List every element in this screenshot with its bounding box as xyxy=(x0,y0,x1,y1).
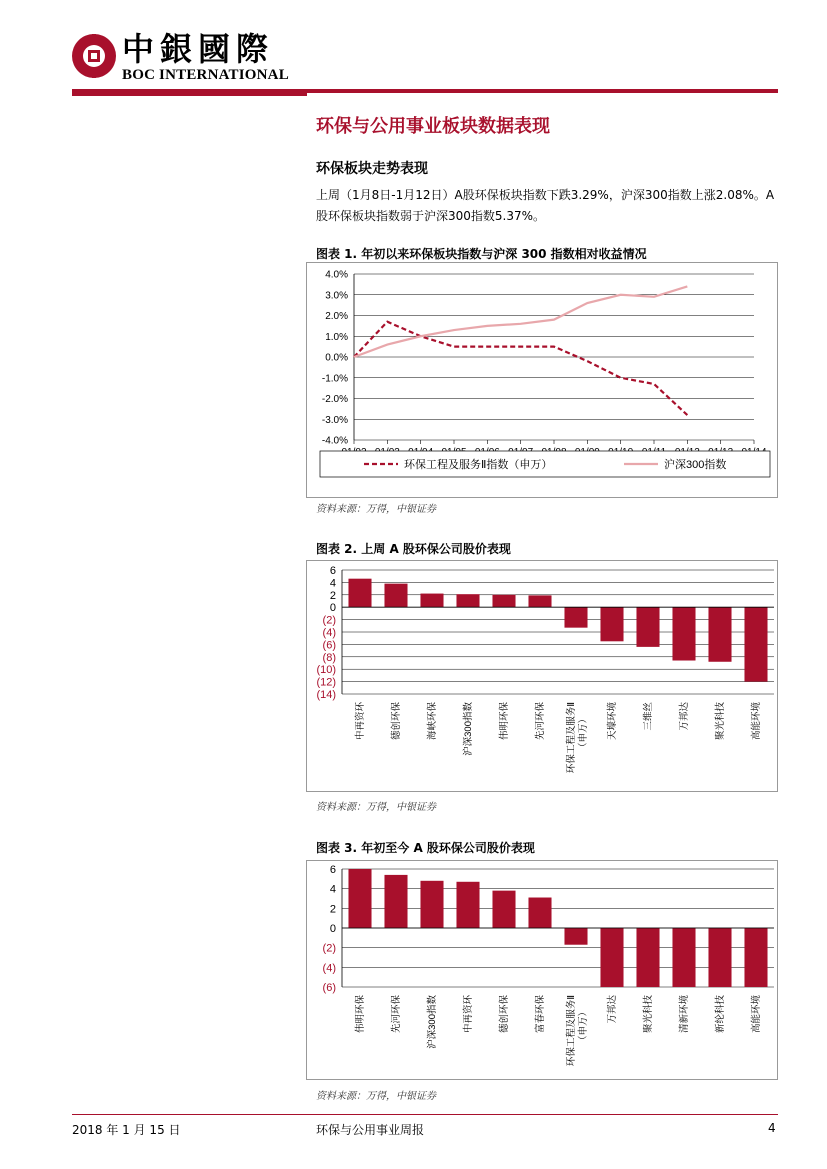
chart2-frame xyxy=(307,561,778,792)
chart1-ytick: 1.0% xyxy=(325,331,348,343)
chart3-ytick: (2) xyxy=(322,942,336,955)
chart3-bar xyxy=(708,928,731,987)
chart2-bar xyxy=(636,607,659,647)
chart2-xtick-sub: （申万） xyxy=(578,714,589,753)
chart2-xtick: 先河环保 xyxy=(535,702,546,741)
chart2-ytick: 0 xyxy=(329,602,336,615)
chart2-bar xyxy=(708,607,731,662)
chart1-ytick: 3.0% xyxy=(325,290,348,302)
chart3-bar xyxy=(744,928,767,987)
chart3-bar xyxy=(600,928,623,987)
footer-date: 2018 年 1 月 15 日 xyxy=(72,1123,181,1137)
chart3-xtick-sub: （申万） xyxy=(578,1007,589,1046)
chart2-xtick: 德创环保 xyxy=(391,702,402,741)
chart1-legend-label: 环保工程及服务Ⅱ指数（申万） xyxy=(404,459,553,471)
chart1-ytick: -3.0% xyxy=(321,414,348,426)
chart2-bar xyxy=(306,560,778,792)
chart3-ytick: 4 xyxy=(329,883,336,896)
chart3-ytick: 6 xyxy=(329,864,336,876)
chart2-title: 图表 2. 上周 A 股环保公司股价表现 xyxy=(316,542,511,556)
chart2-xtick: 沪深300指数 xyxy=(463,702,474,756)
chart1-title: 图表 1. 年初以来环保板块指数与沪深 300 指数相对收益情况 xyxy=(316,247,647,261)
brand-name-cn: 中銀國際 xyxy=(122,30,275,68)
chart1-ytick: 4.0% xyxy=(325,269,348,281)
chart2-ytick: 4 xyxy=(329,577,336,590)
chart2-xtick: 聚光科技 xyxy=(715,702,726,741)
chart3-bar xyxy=(636,928,659,987)
chart3-ytick: (6) xyxy=(322,982,336,994)
chart2-bar xyxy=(384,584,407,608)
chart2-xtick: 高能环境 xyxy=(751,702,762,741)
chart1-ytick: 2.0% xyxy=(325,311,348,322)
chart2-bar xyxy=(600,607,623,641)
chart2-ytick: (14) xyxy=(316,689,336,701)
chart2-ytick: (6) xyxy=(322,639,336,652)
chart2-ytick: 6 xyxy=(329,565,336,577)
chart3-xtick: 中再资环 xyxy=(463,995,474,1034)
chart3-xtick: 新纶科技 xyxy=(715,995,726,1034)
chart3-frame xyxy=(307,861,778,1080)
footer-report-name: 环保与公用事业周报 xyxy=(316,1123,425,1137)
chart2-ytick: (4) xyxy=(322,627,336,639)
chart3-xtick: 高能环境 xyxy=(751,995,762,1034)
chart1-source: 资料来源：万得，中银证券 xyxy=(316,504,436,515)
chart3-bar xyxy=(306,860,778,1080)
chart3-bar xyxy=(456,882,479,928)
chart3-bar xyxy=(420,881,443,928)
chart2-source: 资料来源：万得，中银证券 xyxy=(316,802,436,813)
header-rule-accent xyxy=(72,93,307,96)
chart3-xtick: 富春环保 xyxy=(535,995,546,1034)
chart2-xtick: 中再资环 xyxy=(355,702,366,741)
chart3-bar xyxy=(492,891,515,928)
chart3-xtick: 清新环境 xyxy=(679,995,690,1034)
chart2-bar xyxy=(564,607,587,627)
chart3-xtick: 环保工程及服务Ⅱ xyxy=(566,995,577,1067)
chart3-xtick: 沪深300指数 xyxy=(427,995,438,1049)
chart1-line xyxy=(306,262,778,498)
chart1-series-line-1 xyxy=(354,322,687,415)
chart2-xtick: 海峡环保 xyxy=(427,702,438,741)
chart1-ytick: -4.0% xyxy=(321,435,348,447)
chart3-xtick: 伟明环保 xyxy=(355,995,366,1034)
page-number: 4 xyxy=(768,1121,776,1135)
chart2-ytick: (12) xyxy=(316,676,336,689)
chart3-bar xyxy=(348,869,371,928)
chart3-source: 资料来源：万得，中银证券 xyxy=(316,1091,436,1102)
chart3-ytick: 2 xyxy=(329,903,336,916)
section-title: 环保与公用事业板块数据表现 xyxy=(316,116,550,137)
chart1-ytick: -2.0% xyxy=(321,394,348,405)
chart3-bar xyxy=(528,898,551,928)
summary-paragraph: 上周（1月8日-1月12日）A股环保板块指数下跌3.29%，沪深300指数上涨2.08%。A股环保板块指数弱于沪深300指数5.37%。 xyxy=(316,188,775,223)
chart1-ytick: 0.0% xyxy=(325,352,348,364)
chart2-xtick: 万邦达 xyxy=(679,702,690,731)
chart3-ytick: 0 xyxy=(329,923,336,935)
chart2-bar xyxy=(672,607,695,660)
chart3-xtick: 万邦达 xyxy=(607,995,618,1024)
chart3-xtick: 聚光科技 xyxy=(643,995,654,1034)
footer-rule xyxy=(72,1114,778,1115)
chart2-ytick: 2 xyxy=(329,589,336,602)
chart2-bar xyxy=(492,595,515,607)
chart2-xtick: 环保工程及服务Ⅱ xyxy=(566,702,577,774)
chart1-legend-label: 沪深300指数 xyxy=(664,459,727,471)
chart2-ytick: (2) xyxy=(322,614,336,627)
chart2-bar xyxy=(348,579,371,608)
chart3-ytick: (4) xyxy=(322,962,336,975)
chart3-xtick: 德创环保 xyxy=(499,995,510,1034)
chart2-ytick: (8) xyxy=(322,651,336,664)
chart3-bar xyxy=(384,875,407,928)
chart2-bar xyxy=(420,594,443,608)
chart2-xtick: 三维丝 xyxy=(643,702,654,731)
chart3-bar xyxy=(564,928,587,945)
chart3-title: 图表 3. 年初至今 A 股环保公司股价表现 xyxy=(316,841,535,855)
chart2-bar xyxy=(528,595,551,607)
chart1-ytick: -1.0% xyxy=(321,373,348,385)
chart2-bar xyxy=(456,594,479,607)
chart2-xtick: 伟明环保 xyxy=(499,702,510,741)
brand-name-en: BOC INTERNATIONAL xyxy=(122,67,289,83)
chart3-xtick: 先河环保 xyxy=(391,995,402,1034)
chart2-xtick: 天壕环境 xyxy=(607,702,618,741)
chart3-bar xyxy=(672,928,695,987)
chart2-bar xyxy=(744,607,767,681)
chart2-ytick: (10) xyxy=(316,664,336,677)
subsection-title: 环保板块走势表现 xyxy=(316,161,428,177)
boc-logo-icon xyxy=(72,34,116,78)
